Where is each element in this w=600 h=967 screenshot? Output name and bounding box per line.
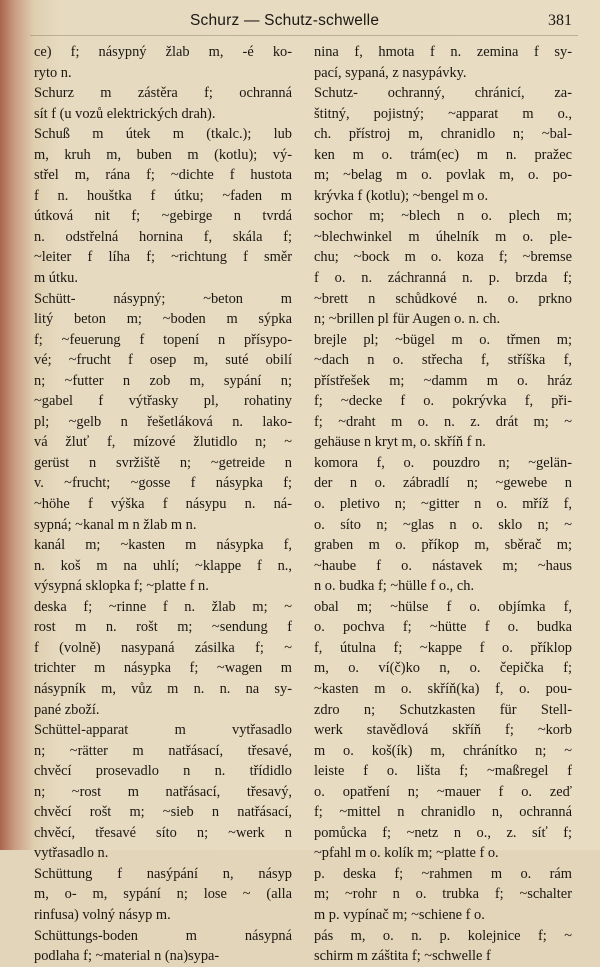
text-line: n; ~brillen pl für Augen o. n. ch. [314,311,501,328]
page-number: 381 [548,12,572,29]
text-line: o. pochva f; ~hütte f o. budka [314,619,572,636]
text-line: podlaha f; ~material n (na)sypa- [34,948,220,965]
text-line: m o. koš(ík) m, chránítko n; ~ [314,742,572,759]
text-line: f o. n. záchranná n. p. brzda f; [314,270,572,287]
text-line: štitný, pojistný; ~apparat m o., [314,105,572,122]
text-line: n o. budka f; ~hülle f o., ch. [314,578,475,595]
text-line: vá žluť f, mízové žlutidlo n; ~ [34,434,292,451]
text-line: m; ~belag m o. povlak m, o. po- [314,167,572,184]
text-line: der n o. zábradlí n; ~gewebe n [314,475,572,492]
right-column [314,42,572,967]
text-line: rost m n. rošt m; ~sendung f [34,619,292,636]
left-column [34,42,292,967]
text-line: chvěcí rošt m; ~sieb n natřásací, [34,804,292,821]
text-line: m, kruh m, buben m (kotlu); vý- [34,146,292,163]
text-line: f; ~decke f o. pokrývka f, při- [314,393,572,410]
text-line: krývka f (kotlu); ~bengel m o. [314,187,489,204]
text-line: útková nit f; ~gebirge n tvrdá [34,208,292,225]
text-line: chu; ~bock m o. koza f; ~bremse [314,249,572,266]
text-line: Schutz- ochranný, chránicí, za- [314,85,572,102]
text-line: pací, sypaná, z nasypávky. [314,64,467,81]
text-line: pl; ~gelb n řešetláková n. lako- [34,413,292,430]
text-line: v. ~frucht; ~gosse f násypka f; [34,475,292,492]
text-line: ~blechwinkel m úhelník m o. ple- [314,228,572,245]
text-line: ~kasten m o. skříň(ka) f, o. pou- [314,680,572,697]
text-line: leiste f o. lišta f; ~maßregel f [314,763,572,780]
text-line: n. odstřelná hornina f, skála f; [34,228,292,245]
text-line: deska f; ~rinne f n. žlab m; ~ [34,598,292,615]
text-line: f; ~draht m o. n. z. drát m; ~ [314,413,572,430]
text-line: ~dach n o. střecha f, stříška f, [314,352,572,369]
text-line: m, o- m, sypání n; lose ~ (alla [34,886,292,903]
text-line: Schüttungs-boden m násypná [34,927,292,944]
text-line: litý beton m; ~boden m sýpka [34,311,292,328]
text-line: násypník m, vůz m n. n. na sy- [34,680,292,697]
text-line: f; ~mittel n chranidlo n, ochranná [314,804,572,821]
text-line: chvěcí, třesavé síto n; ~werk n [34,824,292,841]
text-line: n; ~rätter m natřásací, třesavé, [34,742,292,759]
text-line: o. opatření n; ~mauer f o. zeď [314,783,572,800]
text-line: gehäuse n kryt m, o. skříň f n. [314,434,486,451]
text-line: brejle pl; ~bügel m o. třmen m; [314,331,572,348]
text-line: f, útulna f; ~kappe f o. příklop [314,639,572,656]
text-line: m, o. ví(č)ko n, o. čepička f; [314,660,572,677]
text-line: sypná; ~kanal m n žlab m n. [34,516,197,533]
text-line: vytřasadlo n. [34,845,109,862]
running-title: Schurz — Schutz-schwelle [190,12,380,29]
text-line: ~brett n schůdkové n. o. prkno [314,290,572,307]
text-line: Schurz m zástěra f; ochranná [34,85,292,102]
text-line: o. síto n; ~glas n o. sklo n; ~ [314,516,572,533]
text-line: o. pletivo n; ~gitter n o. mříž f, [314,496,572,513]
text-line: střel m, rána f; ~dichte f hustota [34,167,292,184]
text-line: přístřešek m; ~damm m o. hráz [314,372,572,389]
text-line: Schuß m útek m (tkalc.); lub [34,126,292,143]
text-line: m útku. [34,270,78,287]
text-line: f n. houštka f útku; ~faden m [34,187,292,204]
text-line: gerüst n svržiště n; ~getreide n [34,454,292,471]
text-line: m p. vypínač m; ~schiene f o. [314,906,485,923]
text-line: graben m o. příkop m, sběrač m; [314,537,572,554]
text-line: p. deska f; ~rahmen m o. rám [314,865,572,882]
text-line: f; ~feuerung f topení n přísypo- [34,331,292,348]
text-line: ryto n. [34,64,72,81]
text-line: n. koš m na uhlí; ~klappe f n., [34,557,292,574]
text-line: pané zboží. [34,701,100,718]
text-line: werk stavědlová skříň f; ~korb [314,722,572,739]
text-line: n; ~rost m natřásací, třesavý, [34,783,292,800]
text-line: ch. přístroj m, chranidlo n; ~bal- [314,126,572,143]
text-line: ~höhe f výška f násypu n. ná- [34,496,292,513]
text-line: ~haube f o. nástavek m; ~haus [314,557,572,574]
text-line: komora f, o. pouzdro n; ~gelän- [314,454,572,471]
text-line: n; ~futter n zob m, sypání n; [34,372,292,389]
text-line: rinfusa) volný násyp m. [34,906,171,923]
text-line: ~pfahl m o. kolík m; ~platte f o. [314,845,499,862]
page-header [0,8,600,34]
text-line: ken m o. trám(ec) m n. pražec [314,146,572,163]
text-line: trichter m násypka f; ~wagen m [34,660,292,677]
text-line: sochor m; ~blech n o. plech m; [314,208,572,225]
text-line: kanál m; ~kasten m násypka f, [34,537,292,554]
text-line: m; ~rohr n o. trubka f; ~schalter [314,886,572,903]
text-line: ce) f; násypný žlab m, -é ko- [34,44,292,60]
text-line: výsypná sklopka f; ~platte f n. [34,578,209,595]
header-rule [30,35,578,36]
text-line: Schüttel-apparat m vytřasadlo [34,722,292,739]
text-line: nina f, hmota f n. zemina f sy- [314,44,572,60]
text-line: zdro n; Schutzkasten für Stell- [314,701,572,718]
text-line: schirm m záštita f; ~schwelle f [314,948,491,965]
text-line: Schütt- násypný; ~beton m [34,290,292,307]
text-line: sít f (u vozů elektrických drah). [34,105,216,122]
text-line: pomůcka f; ~netz n o., z. síť f; [314,824,572,841]
text-line: f (volně) nasypaná zásilka f; ~ [34,639,292,656]
text-line: vé; ~frucht f osep m, suté obilí [34,352,292,369]
text-line: Schüttung f nasýpání n, násyp [34,865,292,882]
text-line: ~gabel f výtřasky pl, rohatiny [34,393,292,410]
text-line: pás m, o. n. p. kolejnice f; ~ [314,927,572,944]
text-line: ~leiter f líha f; ~richtung f směr [34,249,292,266]
text-line: chvěcí prosevadlo n n. třídidlo [34,763,292,780]
text-line: obal m; ~hülse f o. objímka f, [314,598,572,615]
